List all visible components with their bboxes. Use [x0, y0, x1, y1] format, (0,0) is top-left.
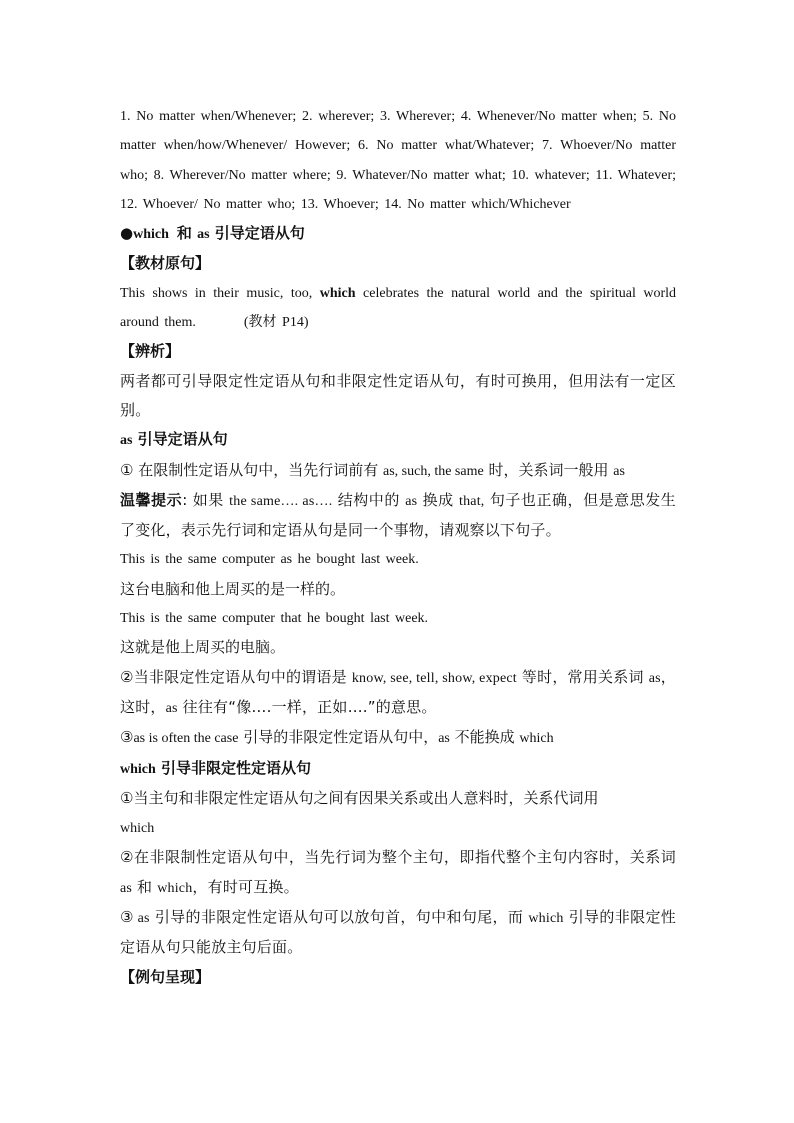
point-number: ② [120, 667, 134, 686]
analysis-label: 【辨析】 [120, 342, 181, 361]
which-point-1-en: which [120, 821, 155, 837]
textbook-sentence [120, 279, 676, 338]
point-number: ① [120, 460, 134, 479]
heading-and: 和 [176, 224, 198, 243]
document-body [120, 102, 676, 992]
which-heading-which: which [120, 761, 156, 777]
as-point-3-text-2: 不能换成 [449, 728, 520, 747]
which-point-3-en-2: which [528, 911, 564, 927]
which-point-3 [120, 903, 676, 963]
as-point-3-en-3: which [519, 731, 554, 747]
example-2-cn: 这就是他上周买的电脑。 [120, 638, 286, 657]
tip-en-2: as [405, 493, 418, 509]
tip-text-3: 换成 [417, 490, 459, 509]
as-point-1-text: 在限制性定语从句中，当先行词前有 [133, 460, 383, 479]
as-point-3-en-1: as is often the case [133, 731, 239, 747]
example-2-en: This is the same computer that he bought last week. [120, 611, 429, 627]
tip-text-4: 句子也正确，但是意思发生了变化，表示先行词和定语从句是同一个事物，请观察以下句子。 [120, 490, 677, 540]
point-number: ② [120, 848, 134, 867]
as-point-2-en-3: as [165, 700, 178, 716]
which-point-3-text-2: 引导的非限定性定语从句只能放主句后面。 [120, 908, 676, 957]
which-heading [120, 754, 676, 784]
heading-tail: 引导定语从句 [209, 224, 305, 243]
as-point-1-en: as, such, the same [383, 463, 484, 479]
as-heading [120, 425, 676, 455]
as-point-3 [120, 723, 676, 753]
which-point-2-en-1: as [120, 880, 133, 896]
as-point-2-en-2: as [648, 670, 661, 686]
textbook-sentence-pre: This shows in their music, too, [120, 285, 320, 301]
which-point-2-en-2: which [157, 880, 193, 896]
tip-en-1: the same…. as…. [229, 493, 333, 509]
as-heading-as: as [120, 433, 133, 449]
which-point-3-en-1: as [133, 911, 150, 927]
as-point-2 [120, 663, 676, 724]
textbook-sentence-which: which [319, 285, 356, 301]
which-point-2 [120, 843, 676, 903]
analysis-intro: 两者都可引导限定性定语从句和非限定性定语从句，有时可换用，但用法有一定区别。 [120, 371, 676, 419]
example-1-cn: 这台电脑和他上周买的是一样的。 [120, 579, 346, 598]
textbook-source: (教材 P14) [243, 315, 309, 331]
textbook-label: 【教材原句】 [120, 254, 211, 273]
section-heading [120, 219, 676, 249]
as-point-3-text-1: 引导的非限定性定语从句中， [238, 728, 439, 747]
as-point-2-text-2: 等时，常用关系词 [516, 667, 649, 686]
as-point-1-text2: 时，关系词一般用 [483, 460, 614, 479]
which-point-1-text: 当主句和非限定性定语从句之间有因果关系或出人意料时，关系代词用 [133, 788, 599, 807]
answers-paragraph: 1. No matter when/Whenever; 2. wherever; 3. Wherever; 4. Whenever/No matter when; 5. No matter when/how/Whenever/ However; 6. No matter what/Whatever; 7. Whoever/No matter who; 8. Wherever/No matter where; 9. Whatever/No matter what; 10. whatever; 11. Whatever; 12. Whoever/ No matter who; 13. Whoever; 14. No matter which/Whichever [120, 109, 676, 212]
as-point-2-text-4: 往往有“像….一样，正如….”的意思。 [177, 697, 437, 716]
as-point-2-text-1: 当非限定性定语从句中的谓语是 [133, 667, 352, 686]
which-heading-text: 引导非限定性定语从句 [155, 758, 312, 777]
as-heading-text: 引导定语从句 [132, 430, 228, 449]
as-point-2-text-3: ，这时， [120, 667, 676, 716]
which-point-3-text-1: 引导的非限定性定语从句可以放句首，句中和句尾，而 [149, 908, 529, 927]
textbook-sentence-post: celebrates the natural world and the spiritual world around them. [120, 285, 676, 331]
as-point-1 [120, 456, 676, 486]
tip-paragraph [120, 486, 676, 546]
point-number: ① [120, 788, 134, 807]
as-point-2-en-1: know, see, tell, show, expect [351, 670, 517, 686]
as-point-1-en2: as [613, 463, 625, 479]
which-point-1 [120, 784, 676, 844]
which-point-2-text-1: 在非限制性定语从句中，当先行词为整个主句，即指代整个主句内容时，关系词 [133, 848, 676, 867]
heading-which: which [133, 227, 169, 243]
point-number: ③ [120, 728, 134, 747]
point-number: ③ [120, 908, 134, 927]
bullet-icon: ● [120, 224, 134, 243]
examples-label: 【例句呈现】 [120, 967, 211, 986]
tip-en-3: that, [459, 493, 485, 509]
which-point-2-text-2: 和 [132, 877, 158, 896]
tip-text-2: 结构中的 [332, 490, 406, 509]
example-1-en: This is the same computer as he bought last week. [120, 552, 419, 568]
tip-text-1: : 如果 [182, 490, 230, 509]
tip-label: 温馨提示 [120, 490, 183, 509]
heading-as: as [197, 227, 210, 243]
which-point-2-text-3: ，有时可互换。 [192, 877, 299, 896]
as-point-3-en-2: as [438, 731, 450, 747]
